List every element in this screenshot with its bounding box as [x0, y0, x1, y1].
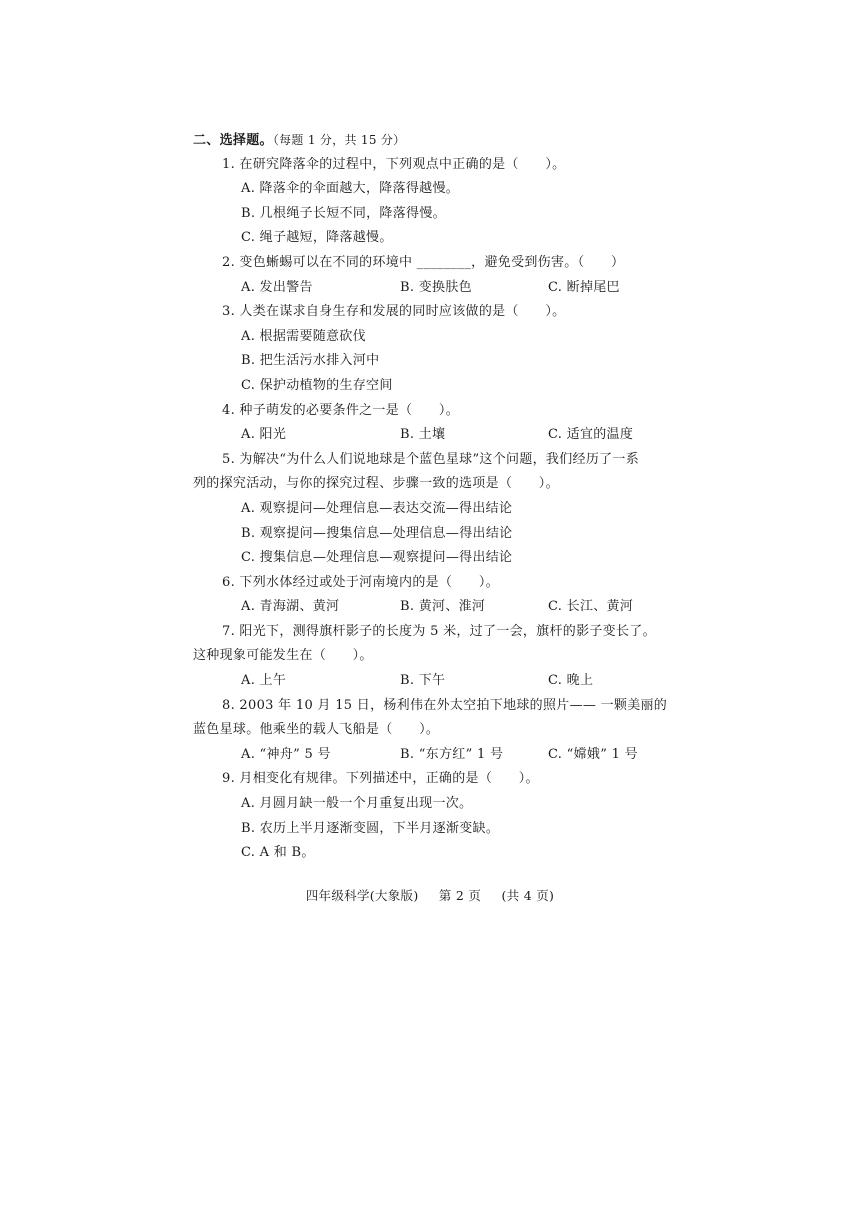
option-b: B. 土壤: [400, 427, 446, 443]
option-row: [193, 743, 673, 768]
option-b: B. 把生活污水排入河中: [241, 353, 380, 369]
footer-total-pages: (共 4 页): [501, 888, 555, 903]
question-stem: 6. 下列水体经过或处于河南境内的是（ ）。: [222, 574, 499, 590]
option-row: [193, 595, 673, 620]
question-stem: 1. 在研究降落伞的过程中，下列观点中正确的是（ ）。: [222, 156, 566, 172]
question-stem: 5. 为解决“为什么人们说地球是个蓝色星球”这个问题，我们经历了一系: [222, 451, 640, 467]
question-stem: 8. 2003 年 10 月 15 日，杨利伟在外太空拍下地球的照片—— 一颗美丽的: [222, 697, 668, 713]
option-b: B. 几根绳子长短不同，降落得慢。: [241, 205, 446, 221]
question-item: [193, 571, 673, 620]
question-item: [193, 153, 673, 251]
section-title: 二、选择题。: [193, 133, 273, 148]
page-footer: [0, 886, 860, 906]
option-c: C. 保护动植物的生存空间: [241, 377, 393, 393]
question-stem: 7. 阳光下，测得旗杆影子的长度为 5 米，过了一会，旗杆的影子变长了。: [222, 623, 656, 639]
question-stem-continued: 蓝色星球。他乘坐的载人飞船是（ ）。: [193, 722, 440, 738]
question-stem: 3. 人类在谋求自身生存和发展的同时应该做的是（ ）。: [222, 304, 566, 320]
option-a: A. 阳光: [241, 427, 287, 443]
option-a: A. 上午: [241, 673, 287, 689]
option-b: B. 下午: [400, 673, 446, 689]
option-c: C. 长江、黄河: [548, 599, 634, 615]
question-item: [193, 251, 673, 300]
option-a: A. 观察提问—处理信息—表达交流—得出结论: [241, 500, 513, 516]
section-heading: [193, 128, 673, 153]
question-item: [193, 767, 673, 865]
option-a: A. 青海湖、黄河: [241, 599, 340, 615]
option-b: B. 变换肤色: [400, 279, 472, 295]
question-item: [193, 448, 673, 571]
option-b: B. “东方红” 1 号: [400, 746, 504, 762]
option-a: A. 发出警告: [241, 279, 313, 295]
option-row: [193, 276, 673, 301]
option-a: A. 月圆月缺一般一个月重复出现一次。: [241, 796, 473, 812]
question-stem-continued: 列的探究活动，与你的探究过程、步骤一致的选项是（ ）。: [193, 476, 559, 492]
option-c: C. 绳子越短，降落越慢。: [241, 230, 393, 246]
question-stem: 9. 月相变化有规律。下列描述中，正确的是（ ）。: [222, 771, 539, 787]
footer-page-number: 第 2 页: [438, 888, 482, 903]
section-score-note: （每题 1 分，共 15 分）: [272, 133, 406, 147]
option-a: A. “神舟” 5 号: [241, 746, 331, 762]
option-b: B. 观察提问—搜集信息—处理信息—得出结论: [241, 525, 513, 541]
option-c: C. 搜集信息—处理信息—观察提问—得出结论: [241, 550, 513, 566]
question-stem: 4. 种子萌发的必要条件之一是（ ）。: [222, 402, 460, 418]
option-b: B. 农历上半月逐渐变圆，下半月逐渐变缺。: [241, 820, 500, 836]
option-row: [193, 423, 673, 448]
option-c: C. 适宜的温度: [548, 427, 634, 443]
option-a: A. 根据需要随意砍伐: [241, 328, 366, 344]
question-section: [193, 128, 673, 866]
question-item: [193, 620, 673, 694]
option-row: [193, 669, 673, 694]
option-c: C. “嫦娥” 1 号: [548, 746, 638, 762]
question-stem-continued: 这种现象可能发生在（ ）。: [193, 648, 373, 664]
question-item: [193, 399, 673, 448]
option-c: C. 晚上: [548, 673, 594, 689]
question-item: [193, 300, 673, 398]
question-item: [193, 694, 673, 768]
option-c: C. A 和 B。: [241, 845, 315, 861]
footer-subject: 四年级科学(大象版): [305, 888, 419, 903]
option-a: A. 降落伞的伞面越大，降落得越慢。: [241, 181, 460, 197]
option-c: C. 断掉尾巴: [548, 279, 620, 295]
option-b: B. 黄河、淮河: [400, 599, 486, 615]
question-stem: 2. 变色蜥蜴可以在不同的环境中 ________，避免受到伤害。（ ）: [222, 254, 625, 270]
